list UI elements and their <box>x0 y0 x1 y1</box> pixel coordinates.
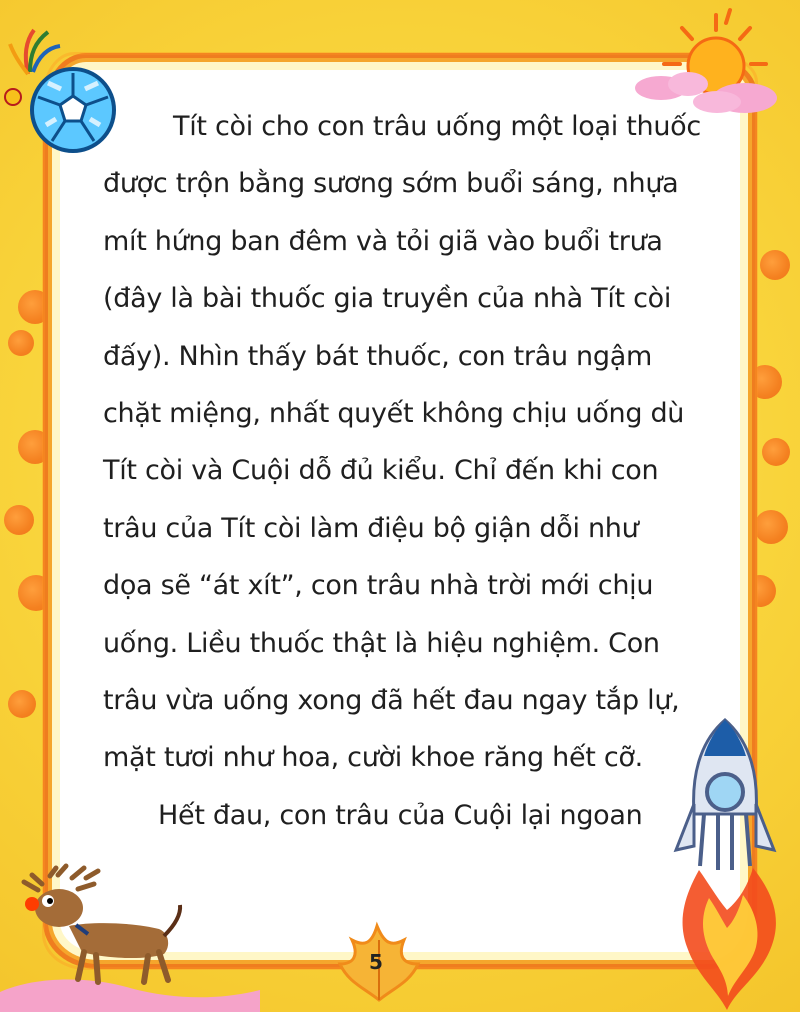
story-line: trâu vừa uống xong đã hết đau ngay tắp lự, <box>103 684 680 716</box>
story-line: đấy). Nhìn thấy bát thuốc, con trâu ngậm <box>103 340 652 372</box>
story-line: mặt tươi như hoa, cười khoe răng hết cỡ. <box>103 742 643 774</box>
story-line: được trộn bằng sương sớm buổi sáng, nhựa <box>103 168 679 200</box>
decorative-dot <box>8 690 36 718</box>
story-line: Tít còi cho con trâu uống một loại thuốc <box>173 111 701 142</box>
decorative-dot <box>4 505 34 535</box>
decorative-dot <box>8 330 34 356</box>
story-text <box>103 98 701 844</box>
decorative-dot <box>760 250 790 280</box>
story-line: (đây là bài thuốc gia truyền của nhà Tít còi <box>103 283 672 315</box>
story-line: uống. Liều thuốc thật là hiệu nghiệm. Con <box>103 627 660 659</box>
story-line: Hết đau, con trâu của Cuội lại ngoan <box>158 799 643 831</box>
cloud-icon <box>633 68 783 123</box>
page-number: 5 <box>369 950 383 974</box>
reindeer-icon <box>14 866 204 986</box>
soccer-ball-icon <box>28 65 118 155</box>
story-line: dọa sẽ “át xít”, con trâu nhà trời mới chịu <box>103 570 654 602</box>
flame-icon <box>655 850 800 1012</box>
decorative-dot <box>762 438 790 466</box>
story-line: chặt miệng, nhất quyết không chịu uống dù <box>103 397 685 429</box>
decorative-dot <box>754 510 788 544</box>
story-line: Tít còi và Cuội dỗ đủ kiểu. Chỉ đến khi con <box>103 455 659 487</box>
story-line: mít hứng ban đêm và tỏi giã vào buổi trưa <box>103 225 663 257</box>
story-line: trâu của Tít còi làm điệu bộ giận dỗi như <box>103 512 639 544</box>
